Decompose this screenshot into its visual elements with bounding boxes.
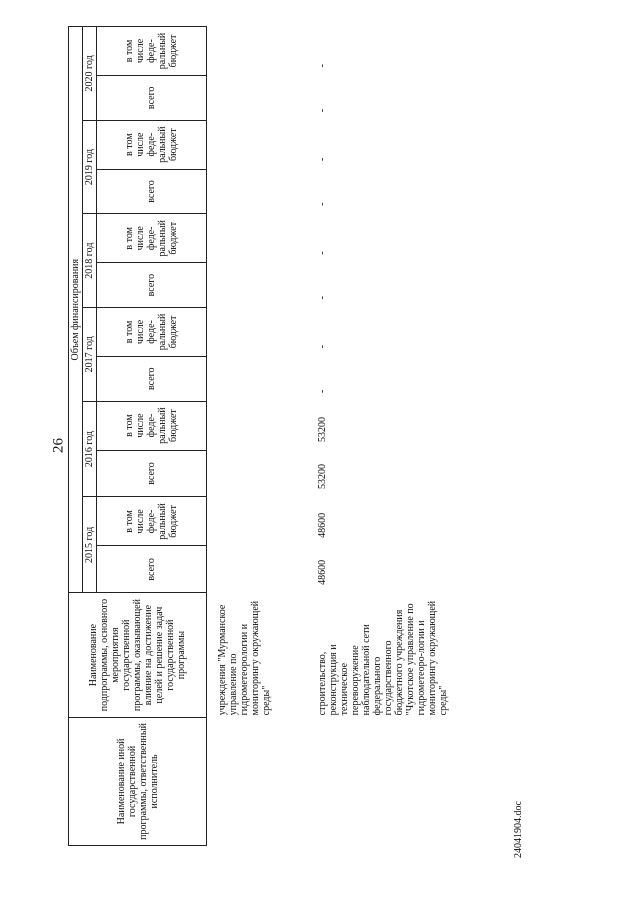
row-value: - [316, 345, 328, 349]
subheader-federal: в том числе феде-ральный бюджет [97, 27, 207, 76]
row-responsible [307, 717, 477, 845]
subheader-total: всего [97, 169, 207, 214]
row-responsible [207, 717, 307, 845]
funding-table [68, 26, 477, 846]
row-value [207, 307, 307, 356]
year-2020: 2020 год [83, 27, 97, 121]
footer-filename: 24041904.doc [513, 801, 524, 858]
row-value: 48600 [316, 559, 328, 585]
funding-table-container [68, 26, 449, 846]
subheader-total: всего [97, 75, 207, 120]
row-value: - [316, 389, 328, 394]
row-name: строительство, реконструкция и техническое перевооружение наблюдательной сети федерального государственного бюджетного учреждения "Чукотское управление по гидрометеоро-логии и мониторингу окружающей среды" [316, 600, 449, 716]
page-number: 26 [50, 438, 67, 453]
subheader-total: всего [97, 263, 207, 308]
row-value: - [316, 64, 328, 68]
row-value: 53200 [316, 417, 328, 443]
row-value [207, 356, 307, 401]
year-2017: 2017 год [83, 307, 97, 401]
subheader-total: всего [97, 356, 207, 401]
row-value: - [316, 202, 328, 206]
row-value [207, 263, 307, 308]
row-value [207, 214, 307, 263]
row-value [207, 169, 307, 214]
subheader-federal: в том числе феде-ральный бюджет [97, 307, 207, 356]
row-value [207, 75, 307, 120]
row-name: учреждения "Мурманское управление по гидрометеорологии и мониторингу окружающей среды" [217, 600, 272, 716]
row-value: 53200 [316, 463, 328, 489]
row-value [207, 450, 307, 497]
subheader-federal: в том числе феде-ральный бюджет [97, 214, 207, 263]
row-value [207, 546, 307, 593]
subheader-federal: в том числе феде-ральный бюджет [97, 497, 207, 546]
subheader-total: всего [97, 450, 207, 497]
year-2018: 2018 год [83, 214, 97, 308]
subheader-total: всего [97, 546, 207, 593]
row-value [207, 497, 307, 546]
row-value [207, 120, 307, 169]
row-value: - [316, 296, 328, 300]
row-value: - [316, 251, 328, 255]
row-value: - [316, 108, 328, 113]
subheader-federal: в том числе феде-ральный бюджет [97, 401, 207, 450]
row-value: - [316, 157, 328, 162]
header-funding: Объем финансирования [69, 27, 83, 593]
row-value [207, 27, 307, 76]
subheader-federal: в том числе феде-ральный бюджет [97, 120, 207, 169]
table-row [207, 27, 307, 846]
year-2015: 2015 год [83, 497, 97, 593]
year-2019: 2019 год [83, 120, 97, 214]
table-row [307, 27, 477, 846]
header-responsible: Наименование иной государственной программы, ответственный исполнитель [69, 717, 207, 845]
year-2016: 2016 год [83, 401, 97, 497]
header-subprogram: Наименование подпрограммы, основного мероприятия государственной программы, оказывающей влияние на достижение целей и решение задач государственной программы [69, 593, 207, 717]
row-value: 48600 [316, 512, 328, 538]
row-value [207, 401, 307, 450]
